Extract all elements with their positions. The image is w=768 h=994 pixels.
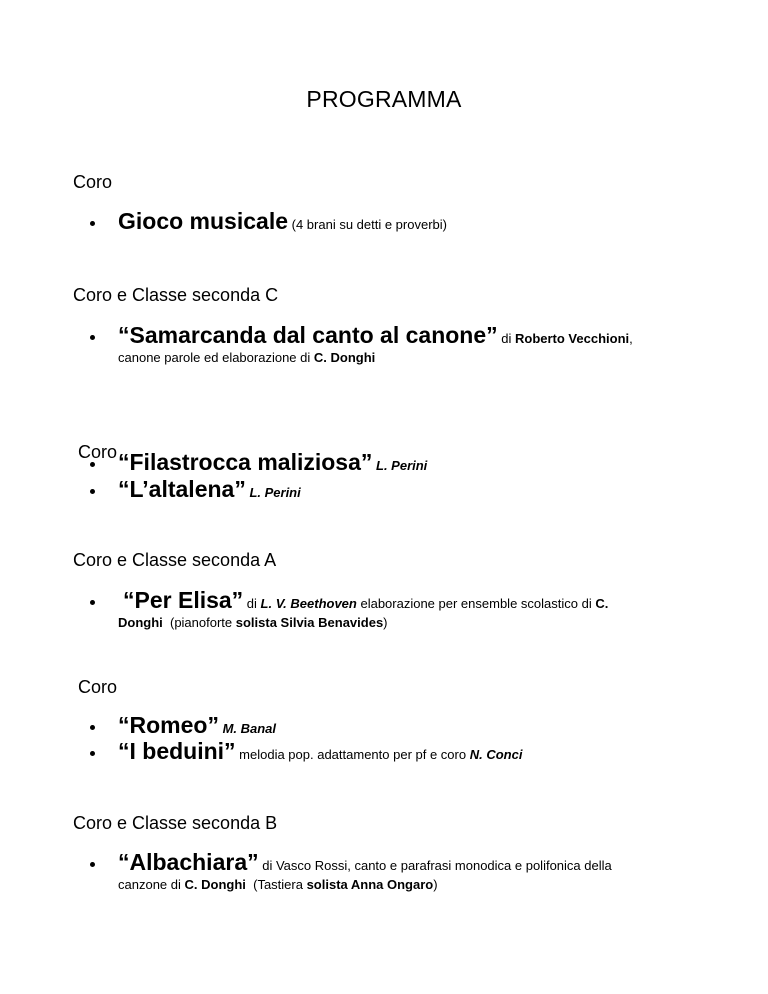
bullet-icon [90, 221, 95, 226]
bullet-icon [90, 335, 95, 340]
soloist: solista Anna Ongaro [306, 877, 434, 892]
piece-text: , [629, 331, 633, 346]
piece-note: melodia pop. adattamento per pf e coro [235, 747, 470, 762]
bullet-icon [90, 862, 95, 867]
bullet-icon [90, 751, 95, 756]
piece-author: Roberto Vecchioni [514, 331, 630, 346]
list-item [90, 849, 708, 892]
piece-author: Donghi [118, 615, 163, 630]
piece-author: C. Donghi [184, 877, 246, 892]
piece-text: (Tastiera [245, 877, 307, 892]
piece-note: di Vasco Rossi, canto e parafrasi monodica e polifonica della [258, 858, 612, 873]
piece-text: canone parole ed elaborazione di [118, 350, 314, 365]
list-item [90, 208, 708, 235]
piece-title: “Samarcanda dal canto al canone” [118, 322, 498, 348]
piece-author: C. Donghi [313, 350, 376, 365]
piece-title: Gioco musicale [118, 208, 289, 234]
piece-text: canzone di [118, 877, 185, 892]
list-item [90, 587, 708, 630]
piece-text: elaborazione per ensemble scolastico di [356, 596, 596, 611]
piece-author: N. Conci [469, 747, 523, 762]
bullet-icon [90, 462, 95, 467]
piece-text: di [243, 596, 261, 611]
piece-title: “Romeo” [118, 712, 219, 738]
piece-note: (4 brani su detti e proverbi) [288, 217, 447, 232]
list-item [90, 449, 708, 476]
piece-title: “Per Elisa” [123, 587, 244, 613]
piece-title: “Filastrocca maliziosa” [118, 449, 373, 475]
piece-text: ) [383, 615, 388, 630]
list-item [90, 476, 708, 503]
piece-text: ) [433, 877, 438, 892]
section-heading: Coro [78, 442, 118, 462]
section-heading: Coro e Classe seconda C [73, 285, 279, 305]
piece-title: “L’altalena” [118, 476, 246, 502]
section-heading: Coro [73, 172, 113, 192]
section-heading: Coro e Classe seconda B [73, 813, 278, 833]
list-item [90, 712, 708, 739]
bullet-icon [90, 600, 95, 605]
soloist: solista Silvia Benavides [235, 615, 384, 630]
piece-author: L. Perini [372, 458, 428, 473]
page-title: PROGRAMMA [306, 86, 462, 112]
list-item [90, 738, 708, 765]
piece-text: (pianoforte [162, 615, 236, 630]
bullet-icon [90, 489, 95, 494]
piece-title: “Albachiara” [118, 849, 259, 875]
piece-title: “I beduini” [118, 738, 236, 764]
bullet-icon [90, 725, 95, 730]
section-heading: Coro [78, 677, 118, 697]
piece-author: M. Banal [218, 721, 277, 736]
list-item [90, 322, 708, 365]
piece-author: C. [595, 596, 609, 611]
section-heading: Coro e Classe seconda A [73, 550, 277, 570]
piece-text: di [497, 331, 515, 346]
piece-author: L. Perini [245, 485, 301, 500]
piece-author: L. V. Beethoven [260, 596, 357, 611]
